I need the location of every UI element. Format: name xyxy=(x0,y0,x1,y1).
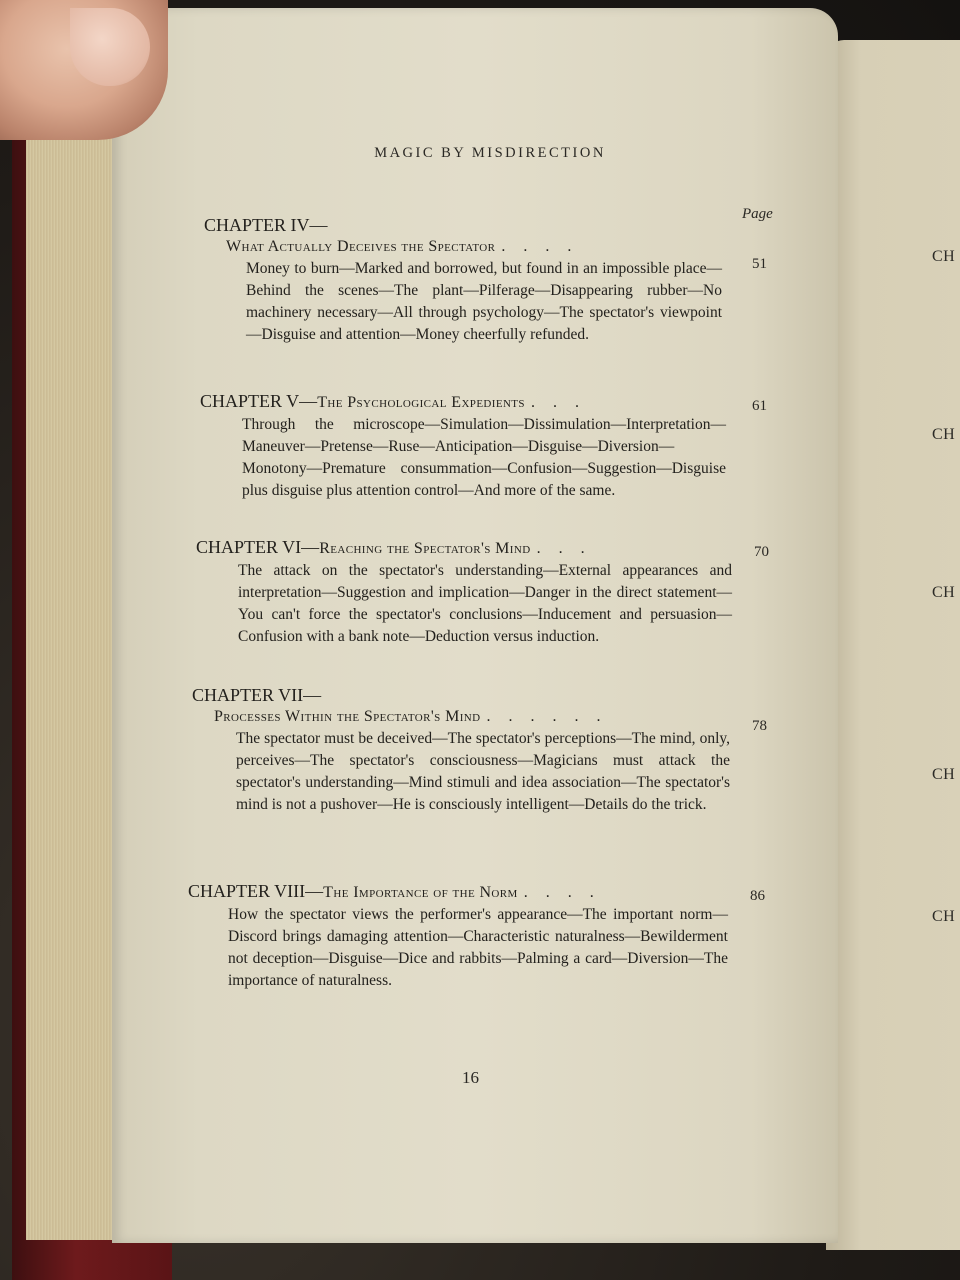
running-head: MAGIC BY MISDIRECTION xyxy=(374,145,606,161)
facing-page xyxy=(826,40,960,1250)
chapter-page-number: 51 xyxy=(752,256,767,272)
chapter-description: Money to burn—Marked and borrowed, but found in an impossible place—Behind the scenes—The plant—Pilferage—Disappearing rubber—No machinery necessary—All through psychology—The spectator's viewpoint—Disguise and attention—Money cheerfully refunded. xyxy=(246,260,722,343)
facing-page-fragment: CH xyxy=(932,766,956,783)
chapter-description: How the spectator views the performer's appearance—The important norm—Discord brings damaging attention—Characteristic naturalness—Bewilderment not deception—Disguise—Dice and rabbits—Palming a card—Diversion—The importance of naturalness. xyxy=(228,906,728,989)
toc-entry-chapter-iv xyxy=(204,214,784,346)
leader-dots: . . . . . . xyxy=(486,708,608,725)
chapter-title: Processes Within the Spectator's Mind xyxy=(214,708,481,725)
page-column-heading: Page xyxy=(742,206,773,222)
thumbnail xyxy=(70,8,150,86)
chapter-page-number: 78 xyxy=(752,718,767,734)
chapter-title: The Psychological Expedients xyxy=(317,394,525,411)
chapter-title-line xyxy=(200,390,780,414)
leader-dots: . . . xyxy=(536,540,592,557)
chapter-title: The Importance of the Norm xyxy=(323,884,518,901)
contents-page xyxy=(112,8,838,1243)
chapter-label: CHAPTER V— xyxy=(200,391,318,411)
chapter-label: CHAPTER VI— xyxy=(196,537,320,557)
toc-entry-chapter-vi xyxy=(196,536,786,648)
chapter-description: Through the microscope—Simulation—Dissimulation—Interpretation—Maneuver—Pretense—Ruse—Anticipation—Disguise—Diversion—Monotony—Premature consummation—Confusion—Suggestion—Disguise plus disguise plus attention control—And more of the same. xyxy=(242,416,726,499)
facing-page-fragment: CH xyxy=(932,248,956,265)
chapter-label: CHAPTER IV— xyxy=(204,215,328,235)
chapter-title: Reaching the Spectator's Mind xyxy=(319,540,531,557)
thumb xyxy=(0,0,168,140)
page-number: 16 xyxy=(462,1068,479,1087)
chapter-page-number: 86 xyxy=(750,888,765,904)
chapter-page-number: 70 xyxy=(754,544,769,560)
chapter-title: What Actually Deceives the Spectator xyxy=(226,238,496,255)
toc-entry-chapter-vii xyxy=(192,684,792,816)
chapter-description: The spectator must be deceived—The spectator's perceptions—The mind, only, perceives—The spectator's consciousness—Magicians must attack the spectator's understanding—Mind stimuli and idea association—The spectator's mind is not a pushover—He is consciously intelligent—Details do the trick. xyxy=(236,730,730,813)
leader-dots: . . . xyxy=(530,394,586,411)
chapter-label: CHAPTER VII— xyxy=(192,685,322,705)
leader-dots: . . . . xyxy=(501,238,579,255)
chapter-label: CHAPTER VIII— xyxy=(188,881,324,901)
chapter-title-line xyxy=(204,236,784,258)
chapter-page-number: 61 xyxy=(752,398,767,414)
leader-dots: . . . . xyxy=(523,884,601,901)
toc-entry-chapter-viii xyxy=(188,880,798,992)
toc-entry-chapter-v xyxy=(200,390,780,502)
chapter-description: The attack on the spectator's understanding—External appearances and interpretation—Suggestion and implication—Danger in the direct statement—You can't force the spectator's conclusions—Inducement and persuasion—Confusion with a bank note—Deduction versus induction. xyxy=(238,562,732,645)
chapter-title-line xyxy=(188,880,798,904)
facing-page-fragment: CH xyxy=(932,426,956,443)
facing-page-fragment: CH xyxy=(932,584,956,601)
chapter-title-line xyxy=(192,706,792,728)
chapter-title-line xyxy=(196,536,786,560)
facing-page-fragment: CH xyxy=(932,908,956,925)
